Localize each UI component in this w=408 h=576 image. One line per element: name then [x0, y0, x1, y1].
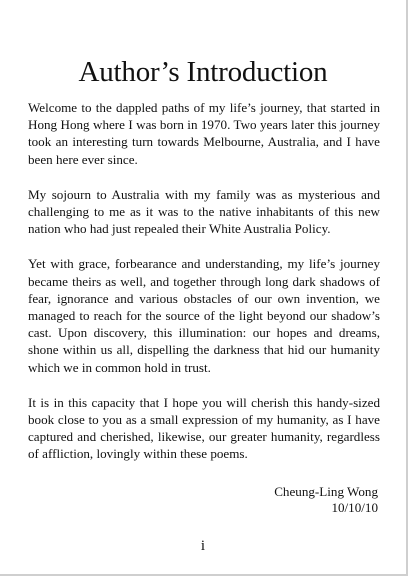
- page-number: i: [200, 538, 206, 554]
- signature-block: [274, 484, 378, 516]
- page-title: Author’s Introduction: [78, 56, 328, 88]
- signature-date: 10/10/10: [331, 500, 378, 515]
- introduction-body: [28, 99, 380, 463]
- paragraph-sojourn: My sojourn to Australia with my family was as mysterious and challenging to me as it was to the native inhabitants of this new nation who had just repealed their White Australia Policy.: [28, 186, 380, 237]
- paragraph-grace: Yet with grace, forbearance and understanding, my life’s journey became theirs as well, and together through long dark shadows of fear, ignorance and various obstacles of our own invention, we managed to reach for the source of the light beyond our shadow’s cast. Upon discovery, this illumination: our hopes and dreams, shone within us all, dispelling the darkness that hid our humanity which we in common hold in trust.: [28, 256, 380, 375]
- paragraph-welcome: Welcome to the dappled paths of my life’s journey, that started in Hong Hong where I was born in 1970. Two years later this journey took an interesting turn towards Melbourne, Australia, and I have been here ever since.: [28, 100, 380, 167]
- paragraph-capacity: It is in this capacity that I hope you will cherish this handy-sized book close to you as a small expression of my humanity, as I have captured and cherished, likewise, our greater humanity, regardless of affliction, lovingly within these poems.: [28, 394, 380, 462]
- author-name: Cheung-Ling Wong: [274, 484, 378, 499]
